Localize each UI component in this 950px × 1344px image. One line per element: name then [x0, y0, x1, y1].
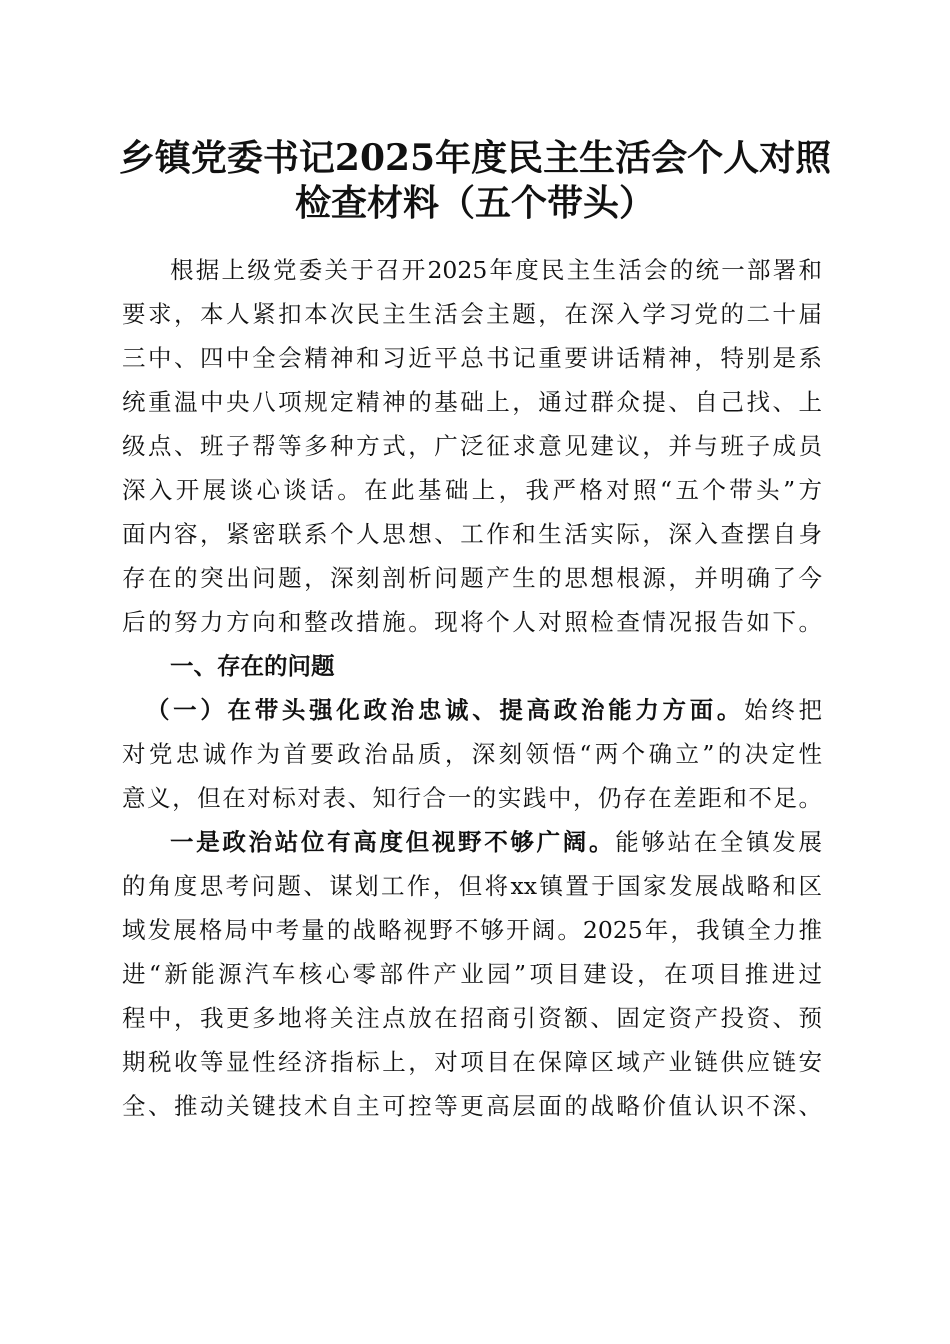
intro-line: 根据上级党委关于召开2025年度民主生活会的统一部署和 — [170, 256, 822, 284]
document-title — [0, 136, 950, 226]
intro-line: 要求，本人紧扣本次民主生活会主题，在深入学习党的二十届 — [122, 300, 822, 328]
body-line: 对党忠诚作为首要政治品质，深刻领悟“两个确立”的决定性 — [122, 740, 822, 768]
point-first-line — [122, 820, 822, 864]
intro-line: 三中、四中全会精神和习近平总书记重要讲话精神，特别是系 — [122, 344, 822, 372]
text: 能够站在全镇发展 — [615, 828, 822, 856]
body-line: 的角度思考问题、谋划工作，但将xx镇置于国家发展战略和区 — [122, 872, 822, 900]
body-line: 程中，我更多地将关注点放在招商引资额、固定资产投资、预 — [122, 1004, 822, 1032]
intro-line: 后的努力方向和整改措施。现将个人对照检查情况报告如下。 — [122, 608, 822, 636]
intro-line: 面内容，紧密联系个人思想、工作和生活实际，深入查摆自身 — [122, 520, 822, 548]
title-line-2: 检查材料（五个带头） — [294, 182, 655, 224]
body-line: 意义，但在对标对表、知行合一的实践中，仍存在差距和不足。 — [122, 784, 822, 812]
intro-line: 级点、班子帮等多种方式，广泛征求意见建议，并与班子成员 — [122, 432, 822, 460]
text: 始终把 — [744, 696, 822, 724]
intro-line: 统重温中央八项规定精神的基础上，通过群众提、自己找、上 — [122, 388, 822, 416]
body-line: 期税收等显性经济指标上，对项目在保障区域产业链供应链安 — [122, 1048, 822, 1076]
body-line: 进“新能源汽车核心零部件产业园”项目建设，在项目推进过 — [122, 960, 822, 988]
body-line: 全、推动关键技术自主可控等更高层面的战略价值认识不深、 — [122, 1092, 822, 1120]
subsection-first-line — [122, 688, 822, 732]
body-line: 域发展格局中考量的战略视野不够开阔。2025年，我镇全力推 — [122, 916, 822, 944]
subsection-title: （一）在带头强化政治忠诚、提高政治能力方面。 — [146, 696, 745, 724]
title-line-1: 乡镇党委书记2025年度民主生活会个人对照 — [118, 137, 832, 179]
intro-line: 存在的突出问题，深刻剖析问题产生的思想根源，并明确了今 — [122, 564, 822, 592]
document-body — [122, 248, 822, 1128]
intro-line: 深入开展谈心谈话。在此基础上，我严格对照“五个带头”方 — [122, 476, 822, 504]
section-heading: 一、存在的问题 — [170, 652, 335, 680]
point-title: 一是政治站位有高度但视野不够广阔。 — [170, 828, 616, 856]
